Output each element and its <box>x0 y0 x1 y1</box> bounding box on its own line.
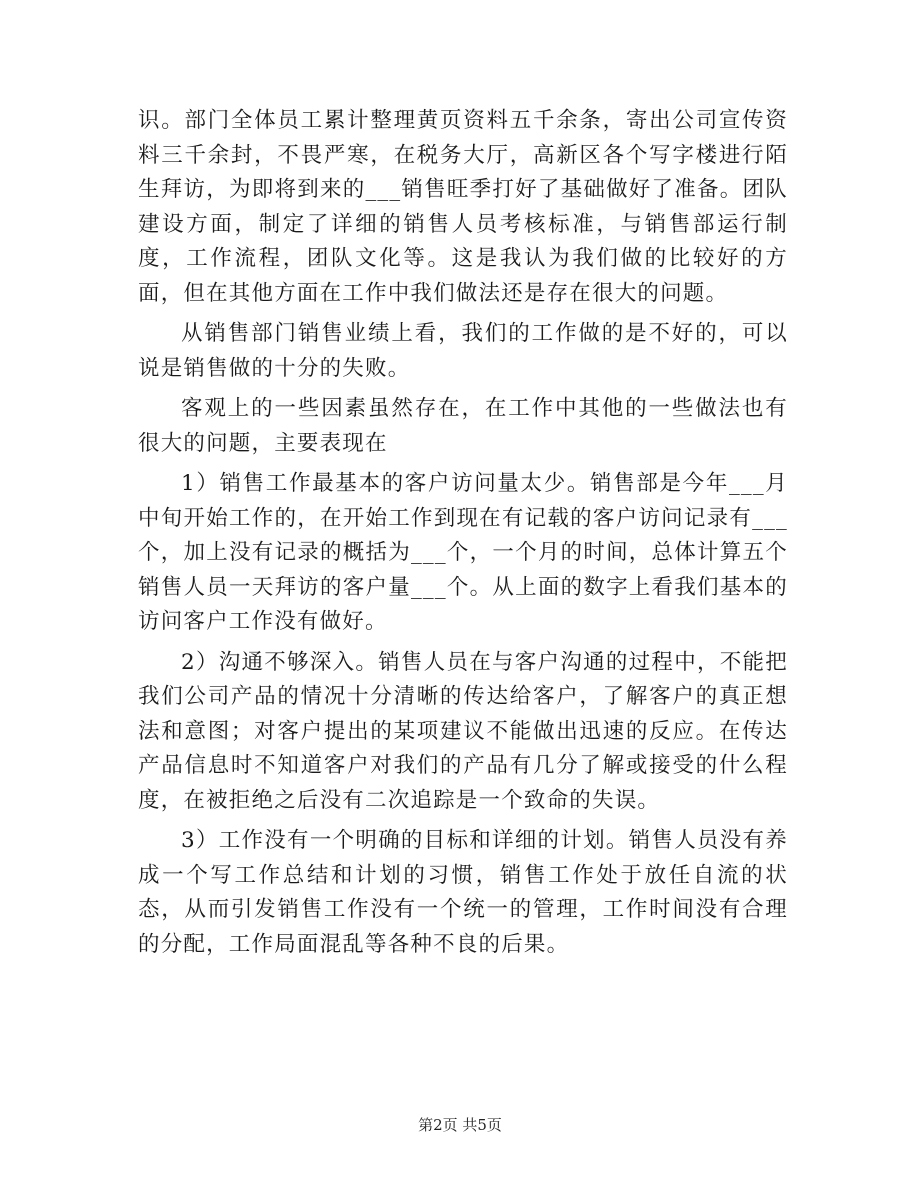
paragraph-objective-factors: 客观上的一些因素虽然存在，在工作中其他的一些做法也有很大的问题，主要表现在 <box>138 396 788 456</box>
document-body <box>138 104 788 968</box>
paragraph-point-3: 3）工作没有一个明确的目标和详细的计划。销售人员没有养成一个写工作总结和计划的习惯，销售工作处于放任自流的状态，从而引发销售工作没有一个统一的管理，工作时间没有合理的分配，工作局面混乱等各种不良的后果。 <box>138 828 788 957</box>
paragraph-point-1: 1）销售工作最基本的客户访问量太少。销售部是今年___月中旬开始工作的，在开始工作到现在有记载的客户访问记录有___个，加上没有记录的概括为___个，一个月的时间，总体计算五个销售人员一天拜访的客户量___个。从上面的数字上看我们基本的访问客户工作没有做好。 <box>138 471 788 634</box>
page-number-footer: 第2页 共5页 <box>418 1116 502 1134</box>
paragraph-continuation: 识。部门全体员工累计整理黄页资料五千余条，寄出公司宣传资料三千余封，不畏严寒，在税务大厅，高新区各个写字楼进行陌生拜访，为即将到来的___销售旺季打好了基础做好了准备。团队建设方面，制定了详细的销售人员考核标准，与销售部运行制度，工作流程，团队文化等。这是我认为我们做的比较好的方面，但在其他方面在工作中我们做法还是存在很大的问题。 <box>138 108 788 306</box>
paragraph-sales-performance: 从销售部门销售业绩上看，我们的工作做的是不好的，可以说是销售做的十分的失败。 <box>138 321 788 381</box>
paragraph-point-2: 2）沟通不够深入。销售人员在与客户沟通的过程中，不能把我们公司产品的情况十分清晰的传达给客户，了解客户的真正想法和意图；对客户提出的某项建议不能做出迅速的反应。在传达产品信息时不知道客户对我们的产品有几分了解或接受的什么程度，在被拒绝之后没有二次追踪是一个致命的失误。 <box>138 649 788 813</box>
